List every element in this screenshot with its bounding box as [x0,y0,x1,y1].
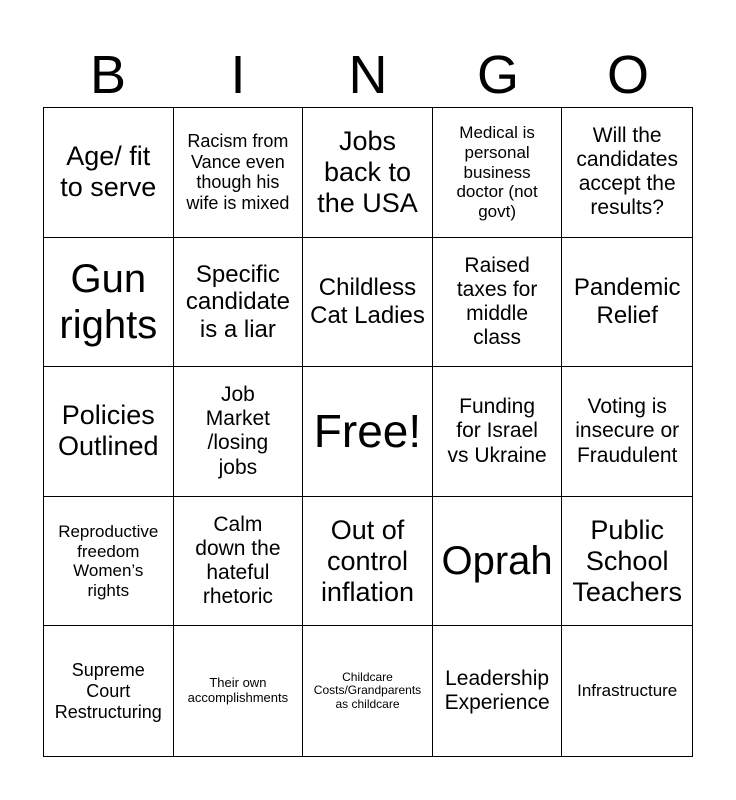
bingo-cell[interactable] [433,626,563,756]
cell-text: Medical is personal business doctor (not govt) [456,123,538,221]
cell-text: Oprah [441,539,553,584]
bingo-cell[interactable] [44,108,174,238]
cell-text: Will the candidates accept the results? [576,124,678,220]
cell-text: Jobs back to the USA [317,125,418,218]
header-letter-i: I [230,45,246,105]
cell-text: Policies Outlined [58,400,159,462]
bingo-cell[interactable] [303,497,433,627]
bingo-cell[interactable] [44,367,174,497]
header-letter-o: O [606,45,649,105]
bingo-cell[interactable] [433,238,563,368]
cell-text: Gun rights [59,256,158,347]
bingo-cell[interactable] [44,626,174,756]
bingo-cell[interactable] [174,497,304,627]
cell-text: Specific candidate is a liar [185,260,290,343]
cell-text: Infrastructure [577,681,678,701]
cell-text: Voting is insecure or Fraudulent [575,395,680,467]
cell-text: Reproductive freedom Women’s rights [58,522,159,600]
cell-text: Their own accomplishments [187,675,289,706]
bingo-cell[interactable] [303,108,433,238]
bingo-cell[interactable] [44,238,174,368]
cell-text: Supreme Court Restructuring [54,660,162,722]
header-letter-b: B [89,45,127,105]
cell-text: Job Market /losing jobs [205,383,270,479]
bingo-cell[interactable] [44,497,174,627]
bingo-grid [43,107,693,757]
header-letter-g: G [476,45,519,105]
cell-text: Pandemic Relief [573,274,681,329]
bingo-cell[interactable] [303,367,433,497]
bingo-cell[interactable] [562,497,692,627]
bingo-cell[interactable] [433,108,563,238]
cell-text: Leadership Experience [444,667,550,715]
cell-text: Out of control inflation [320,514,415,607]
bingo-cell[interactable] [433,367,563,497]
cell-text: Childcare Costs/Grandparents as childcare [313,669,422,712]
cell-text: Funding for Israel vs Ukraine [447,395,547,467]
cell-text: Calm down the hateful rhetoric [195,512,281,609]
bingo-cell[interactable] [174,108,304,238]
bingo-header [43,40,693,110]
cell-text: Public School Teachers [572,514,682,607]
bingo-cell[interactable] [433,497,563,627]
bingo-cell[interactable] [303,626,433,756]
bingo-cell[interactable] [562,108,692,238]
header-letter-n: N [348,45,388,105]
bingo-cell[interactable] [174,238,304,368]
cell-text: Racism from Vance even though his wife is mixed [186,130,290,213]
cell-text: Raised taxes for middle class [456,253,538,350]
bingo-cell[interactable] [562,367,692,497]
cell-text: Age/ fit to serve [60,141,157,203]
cell-text-free: Free! [313,405,422,458]
cell-text: Childless Cat Ladies [310,274,425,329]
bingo-cell[interactable] [303,238,433,368]
bingo-cell[interactable] [562,626,692,756]
bingo-cell[interactable] [174,626,304,756]
bingo-cell[interactable] [562,238,692,368]
bingo-cell[interactable] [174,367,304,497]
